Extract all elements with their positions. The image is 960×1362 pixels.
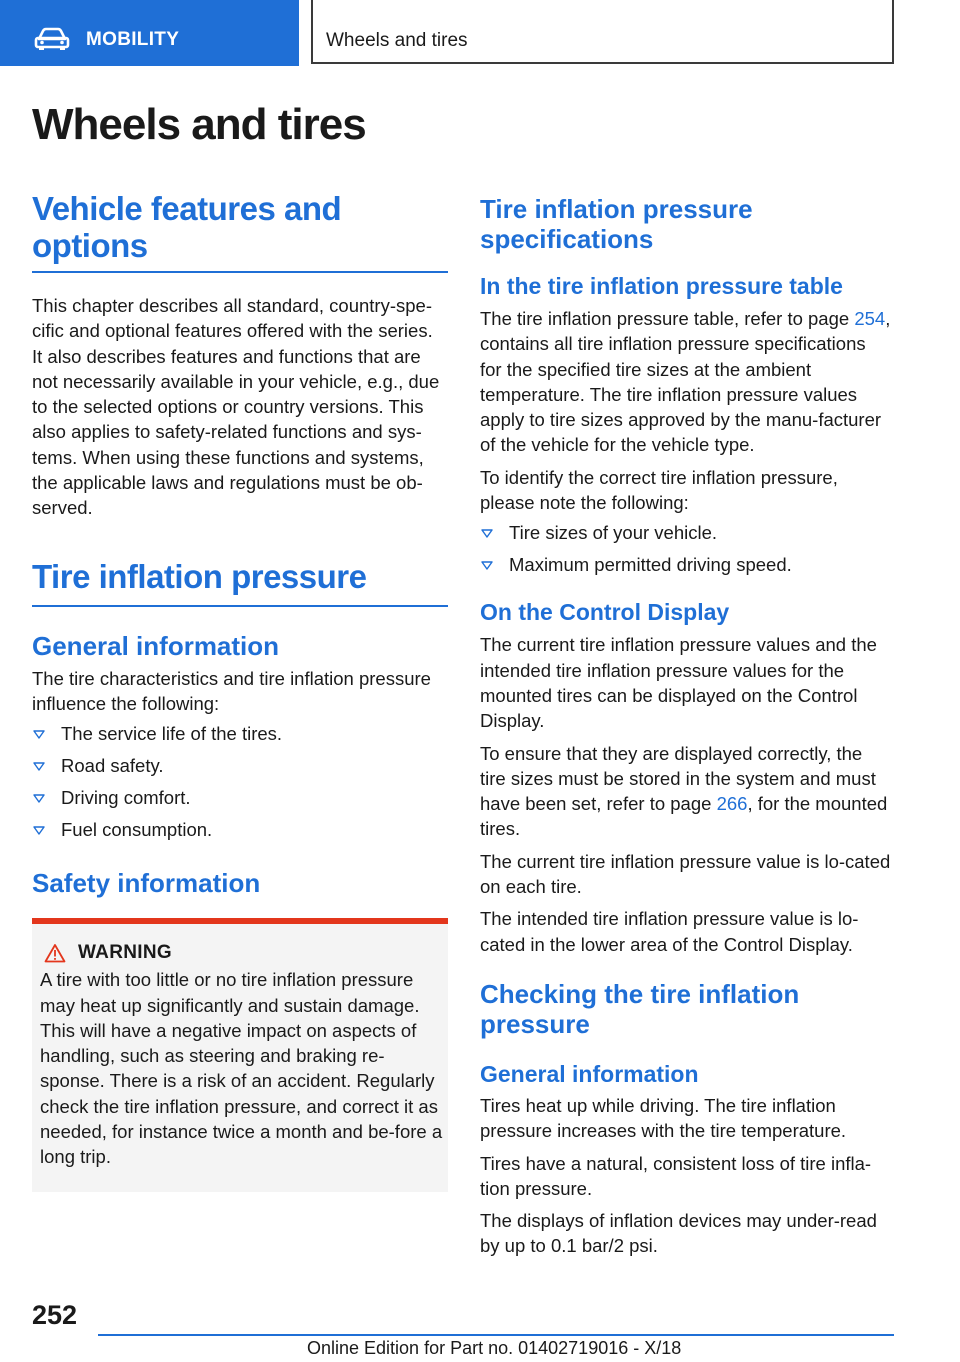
heading-checking-pressure: Checking the tire inflation pressure <box>480 978 800 1039</box>
paragraph-vehicle-features: This chapter describes all standard, country-spe-cific and optional features offered with the series. It also describes features and functions that are not necessarily available in your vehicle, e.g., due to the selected options or country versions. This also applies to safety-related functions and sys-tems. When using these functions and systems, the applicable laws and regulations must be ob-served. <box>32 295 440 519</box>
list-item <box>480 517 892 549</box>
bullet-triangle-icon <box>33 794 45 803</box>
paragraph-check-3: The displays of inflation devices may under-read by up to 0.1 bar/2 psi. <box>480 1210 877 1257</box>
list-item-text: Tire sizes of your vehicle. <box>509 522 718 544</box>
warning-text: A tire with too little or no tire inflation pressure may heat up significantly and sustain damage. This will have a negative impact on aspects of handling, such as steering and braking re-sponse. There is a risk of an accident. Regularly check the tire inflation pressure, and correct it as needed, for instance twice a month and be-fore a long trip. <box>40 969 443 1168</box>
list-item-text: Fuel consumption. <box>61 819 213 841</box>
page-link-254[interactable]: 254 <box>854 308 886 329</box>
breadcrumb-text: Wheels and tires <box>326 30 468 51</box>
text-run: To ensure that they are displayed correctly, the tire sizes must be stored in the system and must have been set, refer to page <box>480 742 876 815</box>
heading-pressure-table: In the tire inflation pressure table <box>480 273 843 299</box>
paragraph-display-3: The current tire inflation pressure value is lo-cated on each tire. <box>480 850 891 898</box>
list-item-text: Road safety. <box>61 755 164 777</box>
list-item-text: Maximum permitted driving speed. <box>509 554 792 576</box>
heading-general-information: General information <box>32 630 280 661</box>
footer-rule <box>98 1334 894 1336</box>
text-run: , contains all tire inflation pressure specifications for the specified tire sizes at the ambient temperature. The tire inflation pressure values apply to tire sizes approved by the manu-facturer of the vehicle for the vehicle type. <box>480 308 891 456</box>
general-list <box>32 718 448 846</box>
section-tab <box>0 0 299 66</box>
edition-text: Online Edition for Part no. 01402719016 - X/18 <box>307 1338 682 1358</box>
heading-pressure-specifications: Tire inflation pressure specifications <box>480 194 753 254</box>
page-link-266[interactable]: 266 <box>716 793 748 815</box>
text-run: , for the mounted tires. <box>480 793 888 840</box>
list-item <box>32 750 448 782</box>
paragraph-check-2: Tires have a natural, consistent loss of tire infla-tion pressure. <box>480 1152 872 1199</box>
breadcrumb <box>311 0 894 64</box>
heading-vehicle-features: Vehicle features and options <box>32 190 342 264</box>
warning-header <box>32 942 448 964</box>
paragraph-display-2 <box>480 741 892 842</box>
list-item <box>32 814 448 846</box>
warning-triangle-icon <box>44 943 66 963</box>
bullet-triangle-icon <box>481 561 493 570</box>
list-item <box>480 549 892 581</box>
page-title: Wheels and tires <box>32 100 366 149</box>
heading-control-display: On the Control Display <box>480 599 730 626</box>
paragraph-pressure-table <box>480 306 892 458</box>
heading-rule <box>32 605 448 607</box>
heading-check-general: General information <box>480 1060 699 1087</box>
section-label: MOBILITY <box>86 29 180 50</box>
paragraph-display-4: The intended tire inflation pressure value is lo-cated in the lower area of the Control Display. <box>480 908 859 955</box>
paragraph-check-1: Tires heat up while driving. The tire inflation pressure increases with the tire temperature. <box>480 1094 847 1142</box>
bullet-triangle-icon <box>481 529 493 538</box>
list-item <box>32 782 448 814</box>
paragraph-identify: To identify the correct tire inflation pressure, please note the following: <box>480 466 838 514</box>
car-icon <box>34 27 70 51</box>
heading-tire-pressure: Tire inflation pressure <box>32 557 367 595</box>
text-run: The tire inflation pressure table, refer to page <box>480 308 855 329</box>
list-item <box>32 718 448 750</box>
heading-rule <box>32 271 448 273</box>
right-column <box>480 190 892 1259</box>
page-number: 252 <box>32 1300 78 1330</box>
identify-list <box>480 517 892 581</box>
bullet-triangle-icon <box>33 730 45 739</box>
heading-safety-information: Safety information <box>32 868 261 899</box>
list-item-text: The service life of the tires. <box>61 723 283 745</box>
paragraph-display-1: The current tire inflation pressure values and the intended tire inflation pressure values for the mounted tires can be displayed on the Control Display. <box>480 634 877 732</box>
paragraph-general: The tire characteristics and tire inflation pressure influence the following: <box>32 667 431 714</box>
warning-box <box>32 918 448 1191</box>
bullet-triangle-icon <box>33 762 45 771</box>
left-column <box>32 190 448 1192</box>
page-footer <box>32 1300 894 1362</box>
list-item-text: Driving comfort. <box>61 787 191 809</box>
bullet-triangle-icon <box>33 826 45 835</box>
warning-title: WARNING <box>78 942 172 964</box>
